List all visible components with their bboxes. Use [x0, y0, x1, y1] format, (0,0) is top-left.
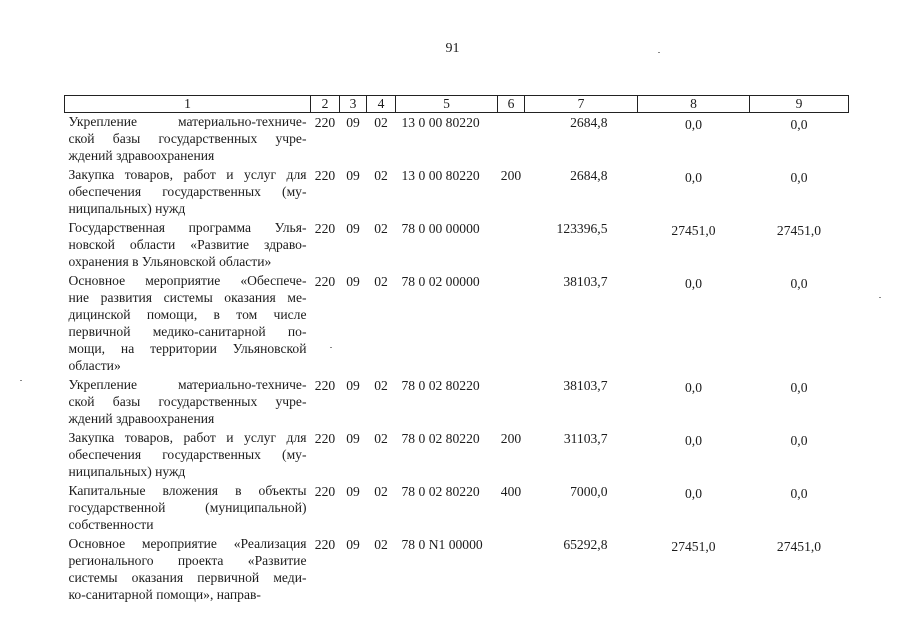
row-description: [65, 376, 311, 429]
amount-year-3: 0,0: [790, 433, 808, 448]
scan-artifact: [658, 52, 660, 53]
description-line: регионального проекта «Развитие: [68, 553, 307, 568]
description-line: дицинской помощи, в том числе: [68, 307, 307, 322]
table-row: [65, 429, 849, 482]
amount-year-3: 0,0: [790, 380, 808, 395]
amount-year-2: 0,0: [685, 380, 702, 395]
amount-year-1: 38103,7: [563, 274, 608, 289]
expense-type-code: [498, 113, 525, 167]
description-line: мощи, на территории Ульяновской: [68, 341, 307, 356]
amount-year-3: 27451,0: [776, 539, 822, 554]
subsection-code: 02: [374, 115, 388, 130]
table-row: [65, 272, 849, 376]
target-article-code: 78 0 N1 00000: [401, 537, 483, 552]
table-row: [65, 535, 849, 605]
column-header: 8: [638, 96, 750, 113]
scan-artifact: [20, 380, 22, 381]
table-row: [65, 219, 849, 272]
subsection-code: 02: [374, 221, 388, 236]
section-code: 09: [346, 221, 360, 236]
amount-year-3: 0,0: [790, 170, 808, 185]
amount-year-1: 2684,8: [570, 168, 608, 183]
description-line: Укрепление материально-техниче-: [68, 377, 307, 392]
scan-artifact: [330, 347, 332, 348]
scan-artifact: [879, 297, 881, 298]
column-header: 3: [340, 96, 367, 113]
row-description: [65, 535, 311, 605]
column-header: 7: [525, 96, 638, 113]
description-line: ниципальных) нужд: [68, 201, 186, 216]
column-header: 9: [750, 96, 849, 113]
amount-year-3: 0,0: [790, 117, 808, 132]
row-description: [65, 429, 311, 482]
glava-code: 220: [314, 221, 336, 236]
expense-type-code: 200: [500, 431, 522, 446]
section-code: 09: [346, 537, 360, 552]
column-header: 2: [311, 96, 340, 113]
description-line: Укрепление материально-техниче-: [68, 114, 307, 129]
section-code: 09: [346, 431, 360, 446]
section-code: 09: [346, 274, 360, 289]
expense-type-code: 200: [500, 168, 522, 183]
row-description: [65, 166, 311, 219]
target-article-code: 78 0 02 80220: [401, 484, 480, 499]
row-description: [65, 272, 311, 376]
amount-year-2: 27451,0: [671, 223, 716, 238]
table-row: [65, 113, 849, 167]
column-header: 4: [367, 96, 396, 113]
glava-code: 220: [314, 484, 336, 499]
amount-year-2: 0,0: [685, 117, 702, 132]
description-line: Основное мероприятие «Реализация: [68, 536, 307, 551]
description-line: ской базы государственных учре-: [68, 131, 307, 146]
amount-year-1: 2684,8: [570, 115, 608, 130]
table-body: [65, 113, 849, 606]
amount-year-3: 0,0: [790, 486, 808, 501]
glava-code: 220: [314, 537, 336, 552]
target-article-code: 78 0 02 80220: [401, 378, 480, 393]
subsection-code: 02: [374, 484, 388, 499]
subsection-code: 02: [374, 431, 388, 446]
table-row: [65, 376, 849, 429]
expense-type-code: [498, 219, 525, 272]
target-article-code: 78 0 02 00000: [401, 274, 480, 289]
expense-type-code: 400: [500, 484, 522, 499]
row-description: [65, 113, 311, 167]
target-article-code: 78 0 02 80220: [401, 431, 480, 446]
description-line: области»: [68, 358, 121, 373]
description-line: ко-санитарной помощи», направ-: [68, 587, 261, 602]
expense-type-code: [498, 272, 525, 376]
description-line: собственности: [68, 517, 154, 532]
amount-year-3: 27451,0: [776, 223, 822, 238]
description-line: ниципальных) нужд: [68, 464, 186, 479]
column-header: 6: [498, 96, 525, 113]
description-line: Закупка товаров, работ и услуг для: [68, 167, 307, 182]
page-number: 91: [445, 41, 460, 56]
column-header: 1: [65, 96, 311, 113]
description-line: ждений здравоохранения: [68, 411, 215, 426]
description-line: охранения в Ульяновской области»: [68, 254, 272, 269]
glava-code: 220: [314, 115, 336, 130]
description-line: ние развития системы оказания ме-: [68, 290, 307, 305]
description-line: ждений здравоохранения: [68, 148, 215, 163]
description-line: Государственная программа Улья-: [68, 220, 307, 235]
description-line: обеспечения государственных (му-: [68, 184, 307, 199]
amount-year-1: 38103,7: [563, 378, 608, 393]
target-article-code: 78 0 00 00000: [401, 221, 480, 236]
amount-year-2: 27451,0: [671, 539, 716, 554]
amount-year-1: 7000,0: [570, 484, 608, 499]
target-article-code: 13 0 00 80220: [401, 168, 480, 183]
subsection-code: 02: [374, 274, 388, 289]
glava-code: 220: [314, 431, 336, 446]
budget-table: [64, 95, 849, 605]
glava-code: 220: [314, 168, 336, 183]
section-code: 09: [346, 168, 360, 183]
section-code: 09: [346, 115, 360, 130]
column-header: 5: [396, 96, 498, 113]
row-description: [65, 219, 311, 272]
amount-year-2: 0,0: [685, 433, 702, 448]
subsection-code: 02: [374, 378, 388, 393]
section-code: 09: [346, 378, 360, 393]
amount-year-1: 65292,8: [563, 537, 608, 552]
section-code: 09: [346, 484, 360, 499]
amount-year-2: 0,0: [685, 486, 702, 501]
table-row: [65, 166, 849, 219]
amount-year-2: 0,0: [685, 170, 702, 185]
expense-type-code: [498, 535, 525, 605]
table-row: [65, 482, 849, 535]
amount-year-3: 0,0: [790, 276, 808, 291]
description-line: государственной (муниципальной): [68, 500, 307, 515]
target-article-code: 13 0 00 80220: [401, 115, 480, 130]
amount-year-2: 0,0: [685, 276, 702, 291]
description-line: ской базы государственных учре-: [68, 394, 307, 409]
glava-code: 220: [314, 274, 336, 289]
description-line: Основное мероприятие «Обеспече-: [68, 273, 307, 288]
amount-year-1: 31103,7: [563, 431, 608, 446]
description-line: Капитальные вложения в объекты: [68, 483, 307, 498]
amount-year-1: 123396,5: [556, 221, 608, 236]
description-line: новской области «Развитие здраво-: [68, 237, 307, 252]
subsection-code: 02: [374, 537, 388, 552]
description-line: системы оказания первичной меди-: [68, 570, 307, 585]
header-row: [65, 96, 849, 113]
description-line: обеспечения государственных (му-: [68, 447, 307, 462]
expense-type-code: [498, 376, 525, 429]
row-description: [65, 482, 311, 535]
subsection-code: 02: [374, 168, 388, 183]
glava-code: 220: [314, 378, 336, 393]
description-line: Закупка товаров, работ и услуг для: [68, 430, 307, 445]
description-line: первичной медико-санитарной по-: [68, 324, 307, 339]
